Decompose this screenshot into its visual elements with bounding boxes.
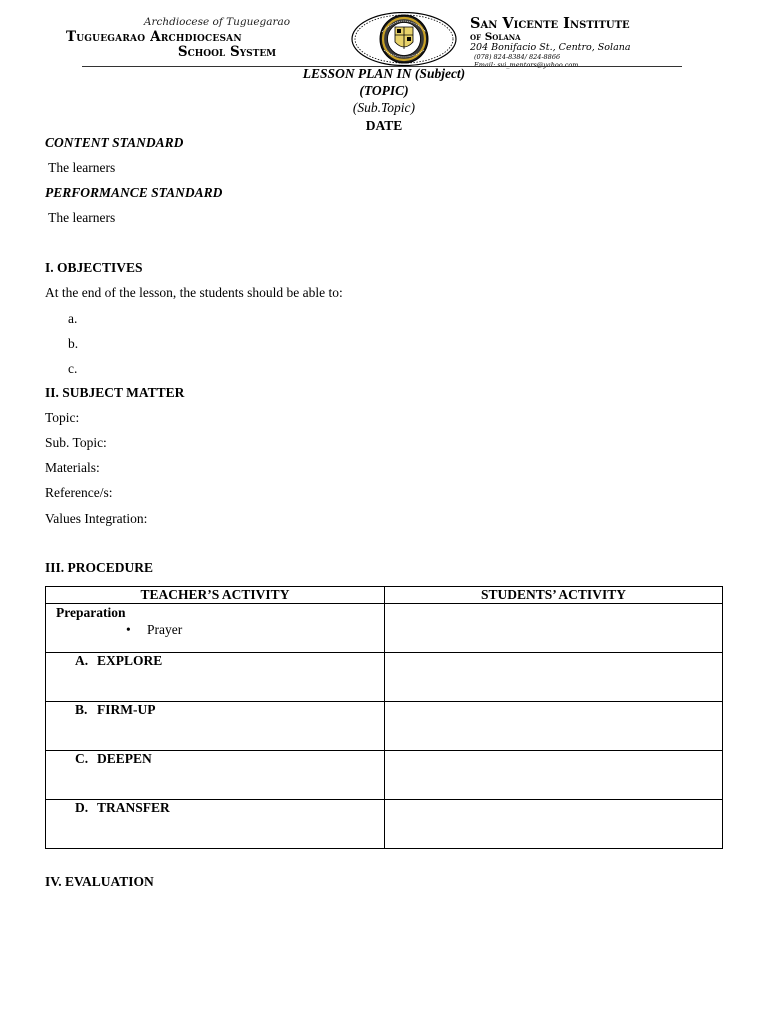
date-title: DATE — [365, 118, 403, 133]
step-label — [75, 800, 384, 815]
institute-address: 204 Bonifacio St., Centro, Solana — [470, 42, 631, 53]
table-header-row — [46, 587, 723, 604]
archdiocese-name: Archdiocese of Tuguegarao — [143, 16, 291, 28]
institute-location: of Solana — [470, 31, 521, 43]
objective-item: c. — [68, 361, 78, 376]
step-letter: D. — [75, 800, 89, 815]
table-row — [46, 751, 723, 800]
letterhead-right — [470, 15, 710, 69]
student-cell — [385, 604, 723, 653]
performance-standard-text: The learners — [45, 210, 116, 225]
teacher-cell-preparation — [46, 604, 385, 653]
subject-matter-field: Materials: — [45, 460, 100, 475]
student-cell — [385, 751, 723, 800]
student-cell — [385, 800, 723, 849]
step-name: DEEPEN — [97, 751, 152, 766]
preparation-bullet — [126, 622, 384, 637]
teacher-cell-transfer — [46, 800, 385, 849]
subject-matter-field: Reference/s: — [45, 485, 113, 500]
objective-item: b. — [68, 336, 79, 351]
step-name: TRANSFER — [97, 800, 170, 815]
institute-telephone: (078) 824-8384/ 824-8866 — [474, 53, 561, 61]
step-letter: A. — [75, 653, 89, 668]
table-row — [46, 702, 723, 751]
subject-matter-heading: II. SUBJECT MATTER — [45, 385, 185, 400]
bullet-icon: • — [126, 622, 131, 637]
objectives-intro: At the end of the lesson, the students should be able to: — [45, 285, 343, 300]
performance-standard-heading: PERFORMANCE STANDARD — [45, 185, 223, 200]
school-system-line2: School System — [177, 44, 277, 60]
student-cell — [385, 702, 723, 751]
subject-matter-field: Sub. Topic: — [45, 435, 107, 450]
procedure-table — [45, 586, 723, 849]
procedure-heading: III. PROCEDURE — [45, 560, 154, 575]
content-standard-heading: CONTENT STANDARD — [45, 135, 184, 150]
letterhead-left — [66, 16, 328, 60]
table-row — [46, 653, 723, 702]
topic-title: (TOPIC) — [359, 83, 409, 98]
teacher-cell-deepen — [46, 751, 385, 800]
teacher-cell-firm-up — [46, 702, 385, 751]
institute-name: San Vicente Institute — [470, 15, 630, 32]
objective-item: a. — [68, 311, 78, 326]
teachers-activity-header: TEACHER’S ACTIVITY — [46, 587, 385, 604]
evaluation-heading: IV. EVALUATION — [45, 874, 154, 889]
step-letter: C. — [75, 751, 89, 766]
step-label — [75, 702, 384, 717]
subtopic-title: (Sub.Topic) — [352, 100, 416, 115]
students-activity-header: STUDENTS’ ACTIVITY — [385, 587, 723, 604]
table-row — [46, 800, 723, 849]
school-system-line1: Tuguegarao Archdiocesan — [66, 29, 242, 45]
step-name: FIRM-UP — [97, 702, 156, 717]
content-standard-text: The learners — [45, 160, 116, 175]
teacher-cell-explore — [46, 653, 385, 702]
student-cell — [385, 653, 723, 702]
subject-matter-field: Values Integration: — [45, 511, 148, 526]
step-letter: B. — [75, 702, 88, 717]
step-name: EXPLORE — [97, 653, 163, 668]
objectives-heading: I. OBJECTIVES — [45, 260, 143, 275]
step-label — [75, 653, 384, 668]
lesson-plan-title: LESSON PLAN IN (Subject) — [302, 66, 466, 81]
institute-email: Email: svi_mentors@yahoo.com — [474, 61, 579, 69]
step-label — [75, 751, 384, 766]
prayer-text: Prayer — [147, 622, 183, 637]
table-row — [46, 604, 723, 653]
subject-matter-field: Topic: — [45, 410, 80, 425]
school-seal-logo — [350, 12, 458, 66]
preparation-label: Preparation — [56, 605, 126, 620]
